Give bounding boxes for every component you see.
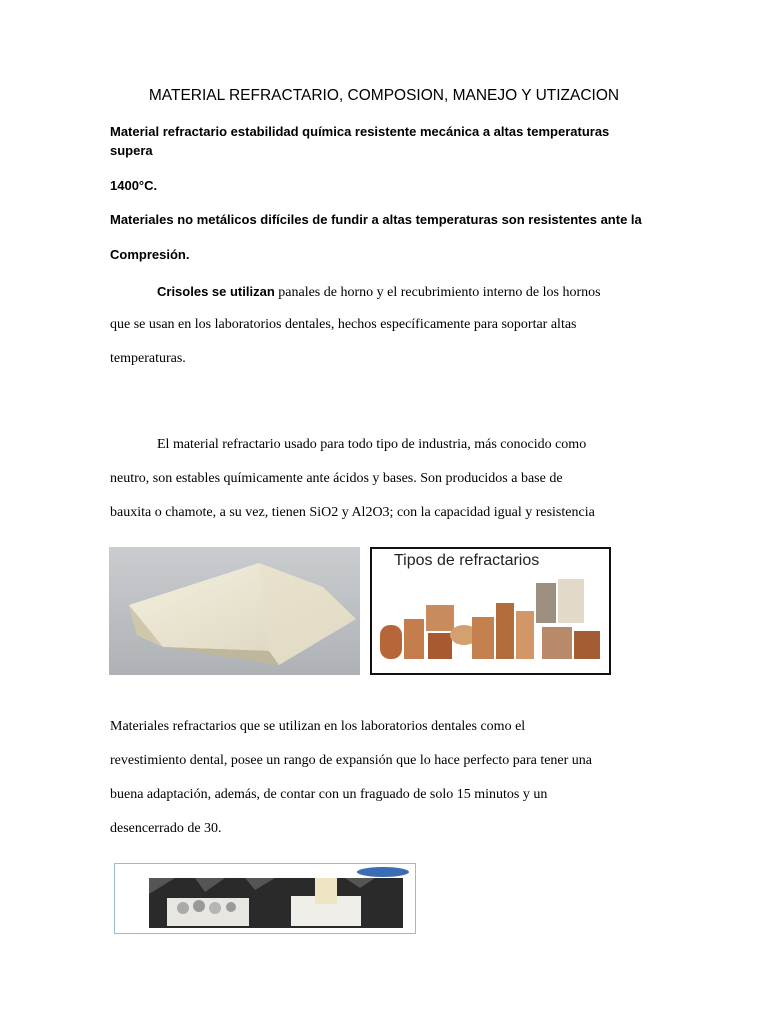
refractory-block-image	[109, 547, 360, 675]
paragraph-line: revestimiento dental, posee un rango de expansión que lo hace perfecto para tener una	[110, 753, 593, 768]
brand-logo-icon	[357, 867, 409, 877]
paragraph-line: que se usan en los laboratorios dentales, hechos específicamente para soportar altas	[110, 317, 577, 332]
crucibles-bold-text: Crisoles se utilizan	[157, 284, 275, 299]
paragraph-line: Compresión.	[110, 247, 190, 262]
paragraph-line: desencerrado de 30.	[110, 821, 222, 836]
refractory-types-caption: Tipos de refractarios	[394, 552, 540, 569]
page-title: MATERIAL REFRACTARIO, COMPOSION, MANEJO Y UTIZACION	[148, 87, 620, 104]
paragraph-line: buena adaptación, además, de contar con un fraguado de solo 15 minutos y un	[110, 787, 548, 802]
paragraph-line: Materiales no metálicos difíciles de fundir a altas temperaturas son resistentes ante la	[110, 212, 642, 227]
refractory-types-image	[370, 547, 611, 675]
paragraph-line: neutro, son estables químicamente ante ácidos y bases. Son producidos a base de	[110, 471, 563, 486]
paragraph-line: bauxita o chamote, a su vez, tienen SiO2 y Al2O3; con la capacidad igual y resistencia	[110, 505, 595, 520]
paragraph-line: Material refractario estabilidad química resistente mecánica a altas temperaturas	[110, 124, 610, 139]
crucibles-text: panales de horno y el recubrimiento interno de los hornos	[274, 285, 601, 300]
paragraph-line	[157, 283, 601, 301]
dental-investment-image	[114, 863, 416, 934]
paragraph-line: 1400°C.	[110, 178, 158, 193]
paragraph-line: Materiales refractarios que se utilizan en los laboratorios dentales como el	[110, 719, 526, 734]
paragraph-line: supera	[110, 143, 153, 158]
paragraph-line: temperaturas.	[110, 351, 186, 366]
paragraph-line: El material refractario usado para todo tipo de industria, más conocido como	[157, 437, 587, 452]
